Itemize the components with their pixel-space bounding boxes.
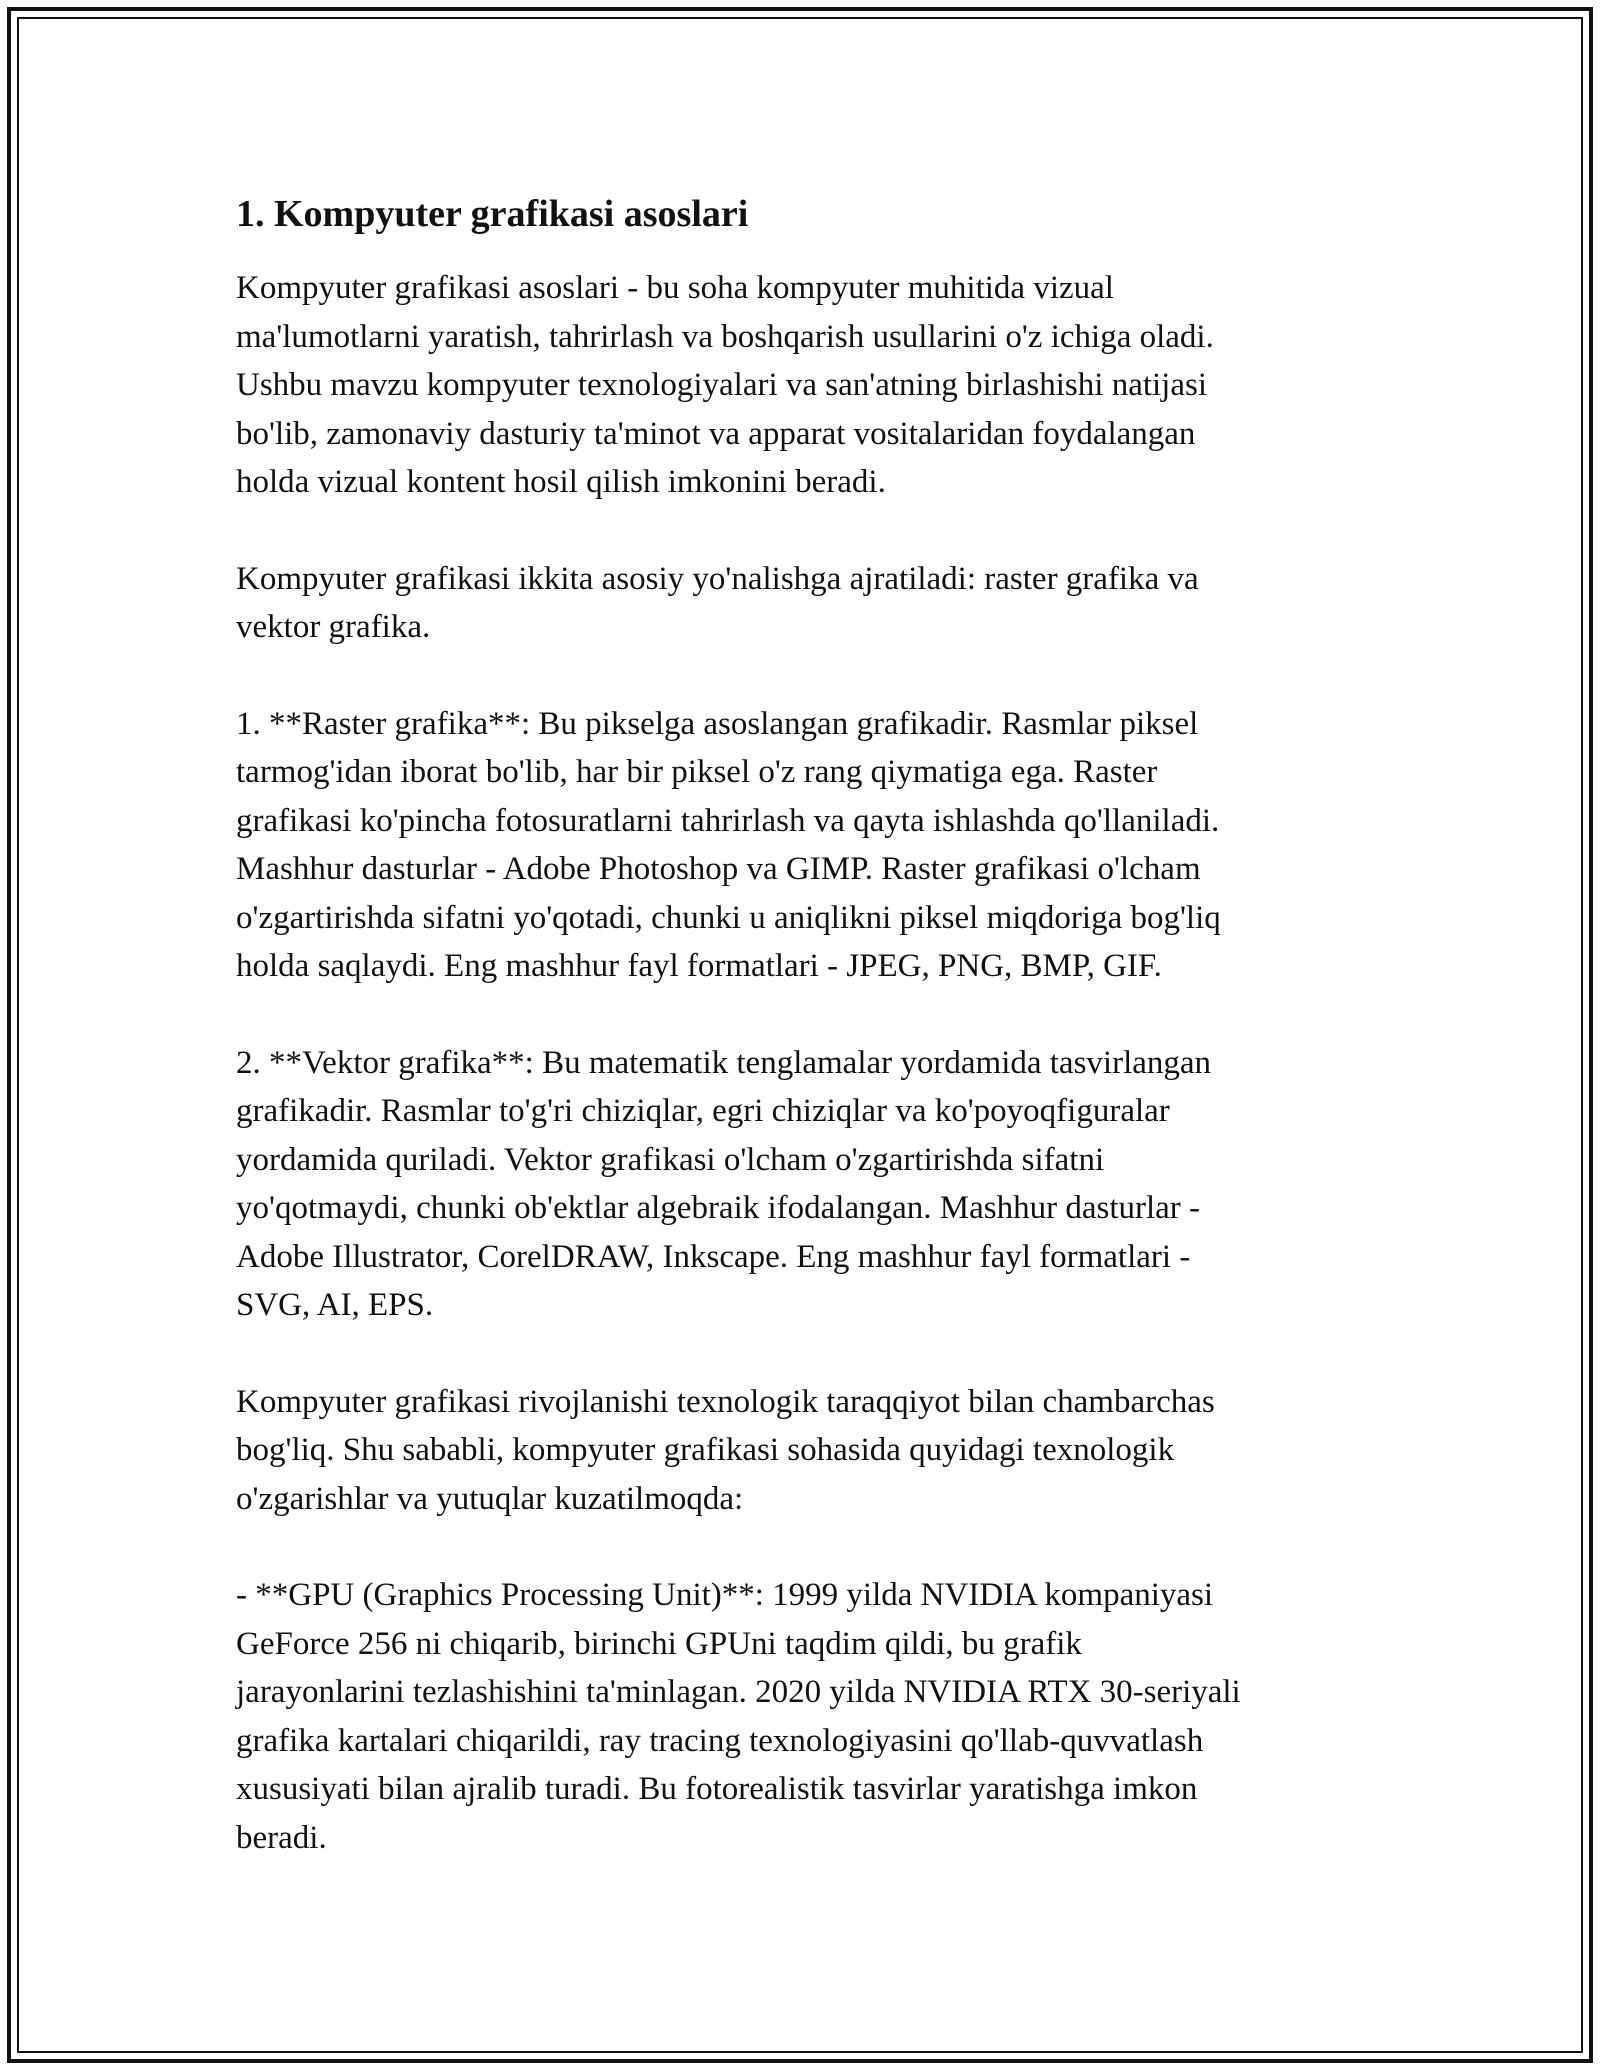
paragraph-development: Kompyuter grafikasi rivojlanishi texnologik taraqqiyot bilan chambarchas bog'liq. Shu sababli, kompyuter grafikasi sohasida quyidagi texnologik o'zgarishlar va yutuqlar kuzatilmoqda: xyxy=(236,1383,1215,1517)
section-heading: 1. Kompyuter grafikasi asoslari xyxy=(236,193,749,235)
paragraph-intro: Kompyuter grafikasi asoslari - bu soha kompyuter muhitida vizual ma'lumotlarni yaratish, tahrirlash va boshqarish usullarini o'z ichiga oladi. Ushbu mavzu kompyuter texnologiyalari va san'atning birlashishi natijasi bo'lib, zamonaviy dasturiy ta'minot va apparat vositalaridan foydalangan holda vizual kontent hosil qilish imkonini beradi. xyxy=(236,270,1214,500)
paragraph-vector-graphics: 2. **Vektor grafika**: Bu matematik tenglamalar yordamida tasvirlangan grafikadir. Rasmlar to'g'ri chiziqlar, egri chiziqlar va ko'poyoqfiguralar yordamida quriladi. Vektor grafikasi o'lcham o'zgartirishda sifatni yo'qotmaydi, chunki ob'ektlar algebraik ifodalangan. Mashhur dasturlar - Adobe Illustrator, CorelDRAW, Inkscape. Eng mashhur fayl formatlari - SVG, AI, EPS. xyxy=(236,1044,1212,1323)
document-body xyxy=(236,186,1366,1910)
paragraph-raster-graphics: 1. **Raster grafika**: Bu pikselga asoslangan grafikadir. Rasmlar piksel tarmog'idan iborat bo'lib, har bir piksel o'z rang qiymatiga ega. Raster grafikasi ko'pincha fotosuratlarni tahrirlash va qayta ishlashda qo'llaniladi. Mashhur dasturlar - Adobe Photoshop va GIMP. Raster grafikasi o'lcham o'zgartirishda sifatni yo'qotadi, chunki u aniqlikni piksel miqdoriga bog'liq holda saqlaydi. Eng mashhur fayl formatlari - JPEG, PNG, BMP, GIF. xyxy=(236,705,1221,984)
paragraph-directions: Kompyuter grafikasi ikkita asosiy yo'nalishga ajratiladi: raster grafika va vektor grafika. xyxy=(236,560,1199,645)
paragraph-gpu: - **GPU (Graphics Processing Unit)**: 1999 yilda NVIDIA kompaniyasi GeForce 256 ni chiqarib, birinchi GPUni taqdim qildi, bu grafik jarayonlarini tezlashishini ta'minlagan. 2020 yilda NVIDIA RTX 30-seriyali grafika kartalari chiqarildi, ray tracing texnologiyasini qo'llab-quvvatlash xususiyati bilan ajralib turadi. Bu fotorealistik tasvirlar yaratishga imkon beradi. xyxy=(236,1577,1241,1856)
